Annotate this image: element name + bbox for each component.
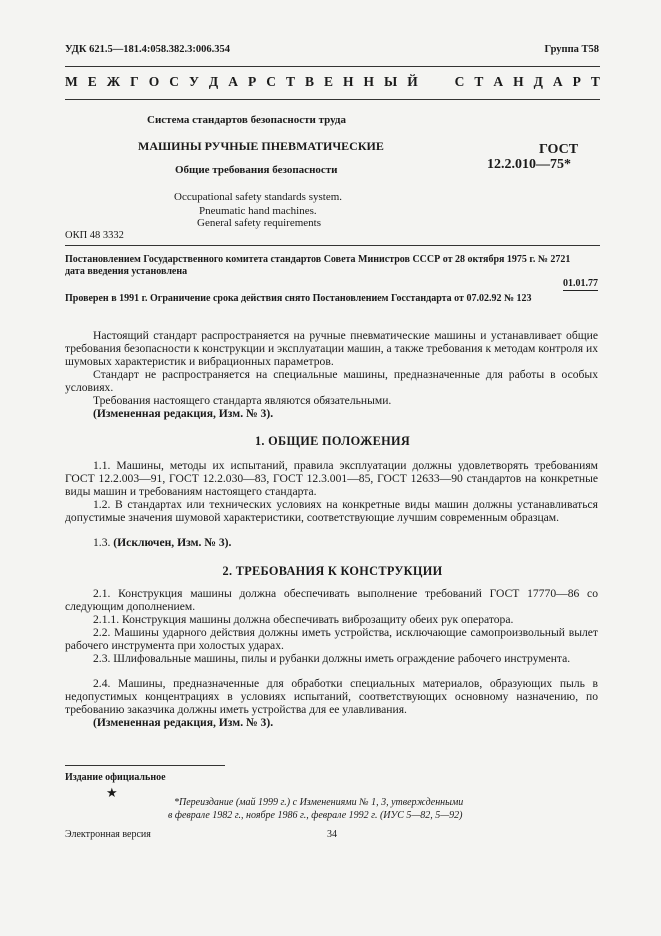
- clause-2-1: 2.1. Конструкция машины должна обеспечивать выполнение требований ГОСТ 17770—86 со следующим дополнением.: [65, 587, 598, 613]
- banner-letter: Т: [474, 74, 484, 89]
- english-title-1: Occupational safety standards system.: [174, 191, 343, 203]
- udk-code: УДК 621.5—181.4:058.382.3:006.354: [65, 44, 230, 55]
- banner-letter: С: [169, 74, 179, 89]
- banner-letter: Д: [533, 74, 543, 89]
- banner-letter: Н: [513, 74, 524, 89]
- clause-1-3: [65, 537, 598, 550]
- official-edition: Издание официальное: [65, 772, 166, 783]
- banner-letter: Т: [285, 74, 295, 89]
- banner-letter: М: [65, 74, 78, 89]
- section-2-heading: 2. ТРЕБОВАНИЯ К КОНСТРУКЦИИ: [222, 564, 443, 578]
- banner-rule: [65, 99, 600, 100]
- section-2-amendment: (Измененная редакция, Изм. № 3).: [93, 716, 274, 729]
- gost-number: 12.2.010—75*: [487, 157, 571, 172]
- banner-letter: О: [148, 74, 160, 89]
- title-rule: [65, 245, 600, 246]
- clause-2-2: 2.2. Машины ударного действия должны иметь устройства, исключающие самопроизвольный вылет рабочего инструмента при холостых ударах.: [65, 626, 598, 652]
- revision-note: Проверен в 1991 г. Ограничение срока действия снято Постановлением Госстандарта от 07.02.92 № 123: [65, 293, 532, 304]
- banner-letter: Ы: [384, 74, 398, 89]
- intro-paragraph-2: Стандарт не распространяется на специальные машины, предназначенные для работы в особых условиях.: [65, 368, 598, 394]
- banner-letter: Ж: [106, 74, 121, 89]
- introduction-date: 01.01.77: [563, 278, 598, 289]
- document-title: МАШИНЫ РУЧНЫЕ ПНЕВМАТИЧЕСКИЕ: [138, 139, 384, 153]
- banner-letter: Е: [87, 74, 97, 89]
- intro-amendment: (Измененная редакция, Изм. № 3).: [93, 407, 274, 420]
- intro-paragraph-3: Требования настоящего стандарта являются обязательными.: [93, 394, 392, 407]
- banner-letter: Г: [130, 74, 139, 89]
- banner-letter: А: [493, 74, 504, 89]
- document-subtitle: Общие требования безопасности: [175, 164, 338, 176]
- clause-2-3: 2.3. Шлифовальные машины, пилы и рубанки должны иметь ограждение рабочего инструмента.: [93, 652, 571, 665]
- gost-label: ГОСТ: [539, 142, 579, 157]
- reprint-note-1: *Переиздание (май 1999 г.) с Изменениями № 1, 3, утвержденными: [174, 797, 464, 808]
- intro-paragraph-1: Настоящий стандарт распространяется на ручные пневматические машины и устанавливает общие требования безопасности к конструкции и эксплуатации машин, а также требования к методам контроля их шумовых характеристик и вибрационных параметров.: [65, 329, 598, 368]
- clause-2-1-1: 2.1.1. Конструкция машины должна обеспечивать виброзащиту обеих рук оператора.: [93, 613, 514, 626]
- banner-letter: Й: [407, 74, 418, 89]
- standard-banner: [65, 74, 600, 90]
- page-number: 34: [327, 829, 337, 840]
- banner-letter: А: [552, 74, 563, 89]
- okp-code: ОКП 48 3332: [65, 230, 124, 241]
- banner-letter: Р: [247, 74, 257, 89]
- banner-letter: В: [304, 74, 314, 89]
- banner-letter: А: [228, 74, 238, 89]
- english-title-2: Pneumatic hand machines.: [199, 205, 317, 217]
- banner-letter: Д: [208, 74, 219, 89]
- standards-system: Система стандартов безопасности труда: [147, 114, 346, 126]
- electronic-version: Электронная версия: [65, 829, 151, 840]
- banner-letter: Н: [343, 74, 354, 89]
- clause-1-3-text: (Исключен, Изм. № 3).: [113, 536, 232, 549]
- decree-line-2: дата введения установлена: [65, 266, 188, 277]
- section-1-heading: 1. ОБЩИЕ ПОЛОЖЕНИЯ: [254, 434, 411, 448]
- star-icon: ★: [106, 785, 118, 800]
- banner-letter: С: [454, 74, 465, 89]
- clause-1-3-number: 1.3.: [93, 536, 111, 549]
- banner-letter: Т: [590, 74, 600, 89]
- footer-rule: [65, 765, 225, 766]
- banner-letter: Е: [323, 74, 333, 89]
- banner-letter: Р: [572, 74, 581, 89]
- english-title-3: General safety requirements: [197, 217, 321, 229]
- group-code: Группа Т58: [544, 44, 599, 55]
- banner-gap: [428, 74, 431, 90]
- banner-letter: Н: [363, 74, 375, 89]
- banner-letter: С: [266, 74, 276, 89]
- banner-gap: [441, 74, 444, 90]
- decree-line-1: Постановлением Государственного комитета стандартов Совета Министров СССР от 28 октября 1975 г. № 2721: [65, 254, 571, 265]
- clause-2-4: 2.4. Машины, предназначенные для обработки специальных материалов, образующих пыль в недопустимых концентрациях в условиях испытаний, соответствующих основному назначению, по требованию заказчика должны иметь устройства для ее улавливания.: [65, 677, 598, 716]
- clause-1-1: 1.1. Машины, методы их испытаний, правила эксплуатации должны удовлетворять требованиям ГОСТ 12.2.003—91, ГОСТ 12.2.030—83, ГОСТ 12.3.001—85, ГОСТ 12633—90 стандартов на конкретные виды машин и требованиям настоящего стандарта.: [65, 459, 598, 498]
- top-rule: [65, 66, 600, 67]
- clause-1-2: 1.2. В стандартах или технических условиях на конкретные виды машин должны устанавливаться допустимые значения шумовой характеристики, соответствующие лучшим современным образцам.: [65, 498, 598, 524]
- reprint-note-2: в феврале 1982 г., ноябре 1986 г., феврале 1992 г. (ИУС 5—82, 5—92): [168, 810, 463, 821]
- banner-letter: У: [188, 74, 199, 89]
